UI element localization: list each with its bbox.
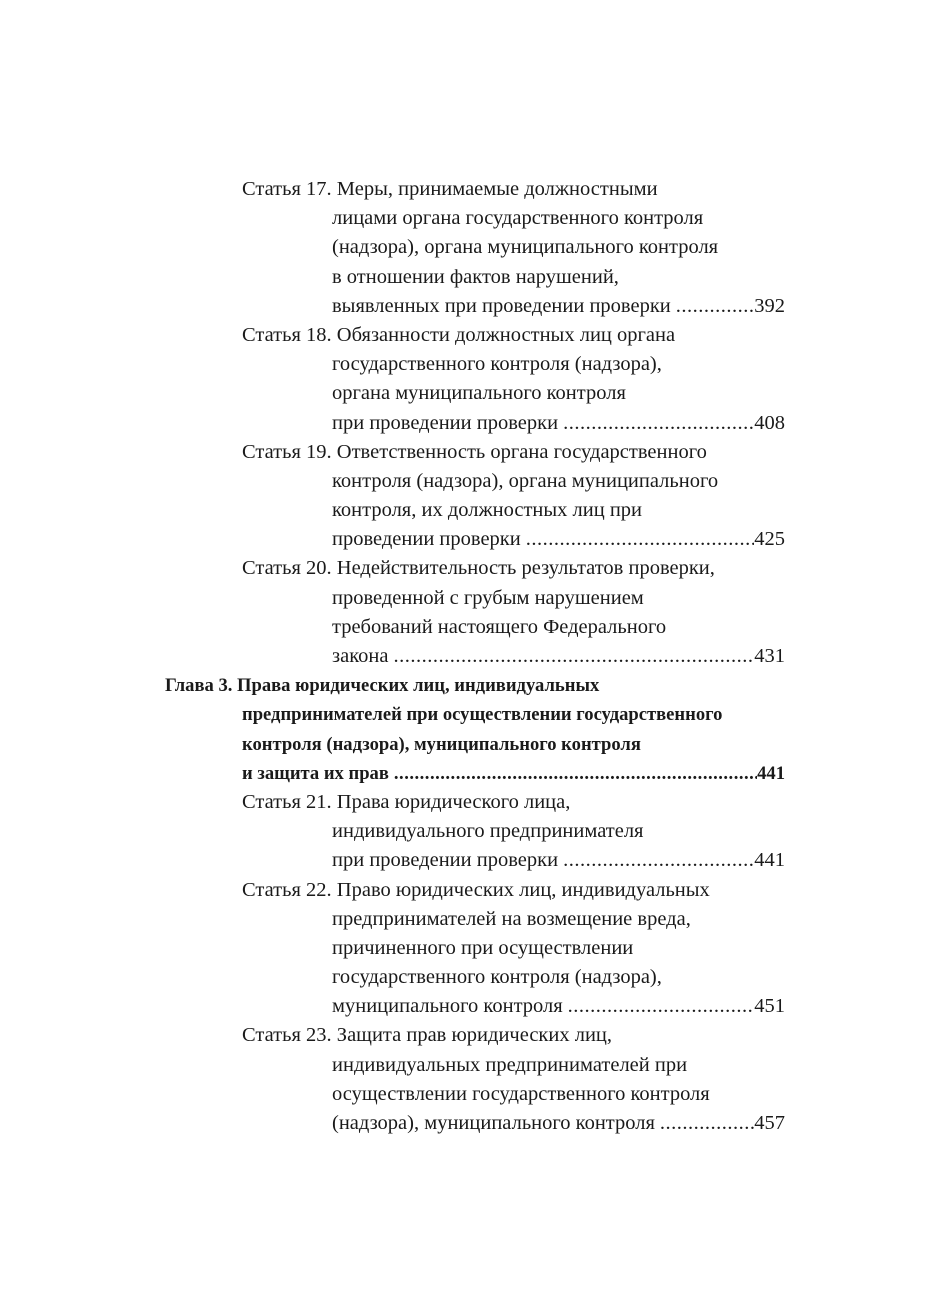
- page-number[interactable]: 425: [754, 528, 785, 551]
- leader-dots: [558, 846, 754, 875]
- toc-entry-article-22[interactable]: [0, 876, 934, 1022]
- page-number[interactable]: 431: [754, 645, 785, 667]
- toc-entry-article-18[interactable]: [0, 321, 934, 438]
- toc-entry-article-23[interactable]: [0, 1021, 934, 1138]
- toc-entry-title-line: при проведении проверки: [332, 411, 559, 434]
- toc-entry-title-line: индивидуальных предпринимателей при: [332, 1053, 688, 1076]
- toc-entry-title-line: Статья 21. Права юридического лица,: [242, 790, 571, 813]
- toc-entry-title-line: Статья 20. Недействительность результатов проверки,: [242, 557, 715, 580]
- toc-entry-title-line: Статья 23. Защита прав юридических лиц,: [242, 1024, 613, 1047]
- toc-entry-title-line: закона: [332, 645, 389, 667]
- toc-entry-last-line: [0, 846, 785, 875]
- toc-entry-title-line: выявленных при проведении проверки: [332, 294, 671, 317]
- toc-entry-last-line: [0, 642, 785, 671]
- toc-entry-title-line: проведенной с грубым нарушением: [332, 586, 644, 609]
- toc-entry-title-line: в отношении фактов нарушений,: [332, 265, 619, 288]
- page-number[interactable]: 441: [757, 762, 785, 784]
- page-number[interactable]: 392: [754, 294, 785, 317]
- leader-dots: [671, 292, 754, 321]
- toc-entry-title-line: причиненного при осуществлении: [332, 936, 634, 959]
- toc-entry-article-19[interactable]: [0, 438, 934, 555]
- toc-entry-title-line: индивидуального предпринимателя: [332, 820, 644, 843]
- toc-entry-title-line: контроля, их должностных лиц при: [332, 499, 643, 522]
- toc-entry-title-line: Статья 19. Ответственность органа государственного: [242, 440, 707, 463]
- toc-entry-title-line: (надзора), муниципального контроля: [332, 1112, 655, 1134]
- leader-dots: [388, 642, 754, 671]
- toc-entry-chapter-3[interactable]: [0, 671, 934, 788]
- leader-dots: [389, 759, 757, 788]
- toc-entry-title-line: требований настоящего Федерального: [332, 615, 667, 638]
- leader-dots: [563, 992, 755, 1021]
- page-number[interactable]: 457: [754, 1112, 785, 1134]
- toc-entry-last-line: [0, 992, 785, 1021]
- toc-entry-title-line: осуществлении государственного контроля: [332, 1082, 710, 1105]
- page-number[interactable]: 441: [754, 849, 785, 872]
- toc-entry-title-line: муниципального контроля: [332, 995, 563, 1018]
- toc-entry-last-line: [0, 759, 785, 788]
- table-of-contents: [0, 175, 934, 1138]
- toc-entry-title-line: при проведении проверки: [332, 849, 559, 872]
- toc-entry-title-line: государственного контроля (надзора),: [332, 966, 662, 989]
- toc-chapter-title-line: контроля (надзора), муниципального контроля: [242, 733, 641, 755]
- toc-entry-title-line: проведении проверки: [332, 528, 521, 551]
- toc-entry-title-line: Статья 22. Право юридических лиц, индивидуальных: [242, 878, 710, 901]
- toc-entry-title-line: Статья 17. Меры, принимаемые должностными: [242, 178, 658, 200]
- toc-entry-last-line: [0, 292, 785, 321]
- toc-entry-title-line: государственного контроля (надзора),: [332, 353, 662, 376]
- toc-entry-title-line: лицами органа государственного контроля: [332, 207, 704, 230]
- toc-chapter-title-line: предпринимателей при осуществлении государственного: [242, 704, 723, 726]
- toc-entry-last-line: [0, 409, 785, 438]
- toc-entry-article-20[interactable]: [0, 554, 934, 671]
- page-number[interactable]: 451: [754, 995, 785, 1018]
- toc-entry-title-line: Статья 18. Обязанности должностных лиц органа: [242, 323, 676, 346]
- toc-entry-title-line: предпринимателей на возмещение вреда,: [332, 907, 691, 930]
- leader-dots: [655, 1109, 754, 1138]
- leader-dots: [558, 409, 754, 438]
- page-number[interactable]: 408: [754, 411, 785, 434]
- toc-entry-title-line: органа муниципального контроля: [332, 382, 626, 405]
- toc-entry-article-21[interactable]: [0, 788, 934, 876]
- toc-entry-article-17[interactable]: [0, 175, 934, 321]
- toc-chapter-title-line: и защита их прав: [242, 762, 389, 784]
- toc-entry-title-line: контроля (надзора), органа муниципального: [332, 469, 719, 492]
- toc-entry-title-line: (надзора), органа муниципального контроля: [332, 236, 719, 259]
- toc-entry-last-line: [0, 1109, 785, 1138]
- leader-dots: [521, 525, 755, 554]
- toc-entry-last-line: [0, 525, 785, 554]
- toc-chapter-title-line: Глава 3. Права юридических лиц, индивидуальных: [165, 675, 600, 697]
